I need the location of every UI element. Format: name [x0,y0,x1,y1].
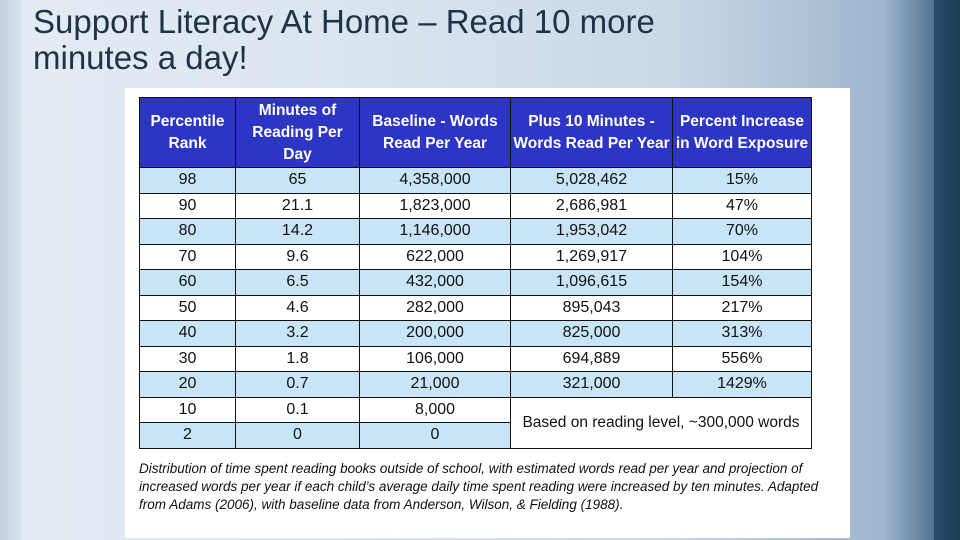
reading-table [139,97,812,449]
cell-baseline: 282,000 [360,295,511,321]
header-percent-increase: Percent Increase in Word Exposure [673,98,812,168]
cell-rank: 60 [140,270,236,296]
cell-plus10: 825,000 [511,321,673,347]
cell-plus10: 1,096,615 [511,270,673,296]
table-row [140,321,812,347]
cell-baseline: 8,000 [360,397,511,423]
cell-baseline: 21,000 [360,372,511,398]
cell-rank: 10 [140,397,236,423]
header-minutes-per-day: Minutes of Reading Per Day [236,98,360,168]
cell-minutes: 6.5 [236,270,360,296]
cell-baseline: 622,000 [360,244,511,270]
cell-rank: 20 [140,372,236,398]
cell-baseline: 106,000 [360,346,511,372]
cell-rank: 2 [140,423,236,449]
cell-plus10: 694,889 [511,346,673,372]
cell-increase: 104% [673,244,812,270]
cell-rank: 98 [140,168,236,194]
cell-plus10: 321,000 [511,372,673,398]
cell-plus10: 895,043 [511,295,673,321]
reading-level-note: Based on reading level, ~300,000 words [511,397,812,448]
cell-minutes: 4.6 [236,295,360,321]
cell-minutes: 0.7 [236,372,360,398]
table-panel [125,88,850,538]
cell-minutes: 14.2 [236,219,360,245]
cell-plus10: 1,953,042 [511,219,673,245]
cell-rank: 30 [140,346,236,372]
cell-plus10: 5,028,462 [511,168,673,194]
cell-increase: 1429% [673,372,812,398]
table-row [140,372,812,398]
cell-minutes: 0.1 [236,397,360,423]
cell-baseline: 1,823,000 [360,193,511,219]
table-header-row [140,98,812,168]
right-decor-strip [934,0,960,540]
table-row [140,397,812,423]
cell-increase: 313% [673,321,812,347]
cell-baseline: 4,358,000 [360,168,511,194]
table-row [140,295,812,321]
cell-rank: 70 [140,244,236,270]
slide-title [33,4,833,76]
table-row [140,219,812,245]
cell-increase: 47% [673,193,812,219]
table-row [140,168,812,194]
cell-increase: 15% [673,168,812,194]
cell-minutes: 21.1 [236,193,360,219]
cell-baseline: 432,000 [360,270,511,296]
slide-title-line-1: Support Literacy At Home – Read 10 more [33,3,655,40]
cell-increase: 556% [673,346,812,372]
cell-baseline: 200,000 [360,321,511,347]
table-row [140,270,812,296]
cell-minutes: 3.2 [236,321,360,347]
cell-rank: 80 [140,219,236,245]
header-plus-10-words: Plus 10 Minutes - Words Read Per Year [511,98,673,168]
cell-increase: 154% [673,270,812,296]
cell-increase: 217% [673,295,812,321]
left-decor-strip [0,0,22,540]
slide-title-line-2: minutes a day! [33,39,248,76]
cell-minutes: 65 [236,168,360,194]
cell-increase: 70% [673,219,812,245]
cell-rank: 40 [140,321,236,347]
cell-plus10: 2,686,981 [511,193,673,219]
cell-plus10: 1,269,917 [511,244,673,270]
header-percentile-rank: Percentile Rank [140,98,236,168]
cell-baseline: 0 [360,423,511,449]
cell-rank: 90 [140,193,236,219]
table-row [140,244,812,270]
cell-minutes: 1.8 [236,346,360,372]
cell-minutes: 9.6 [236,244,360,270]
table-row [140,346,812,372]
cell-baseline: 1,146,000 [360,219,511,245]
table-caption: Distribution of time spent reading books outside of school, with estimated words read per year and projection of increased words per year if each child’s average daily time spent reading were increased by ten minutes. Adapted from Adams (2006), with baseline data from Anderson, Wilson, & Fielding (1988). [139,461,819,512]
table-row [140,193,812,219]
header-baseline-words: Baseline - Words Read Per Year [360,98,511,168]
cell-minutes: 0 [236,423,360,449]
cell-rank: 50 [140,295,236,321]
